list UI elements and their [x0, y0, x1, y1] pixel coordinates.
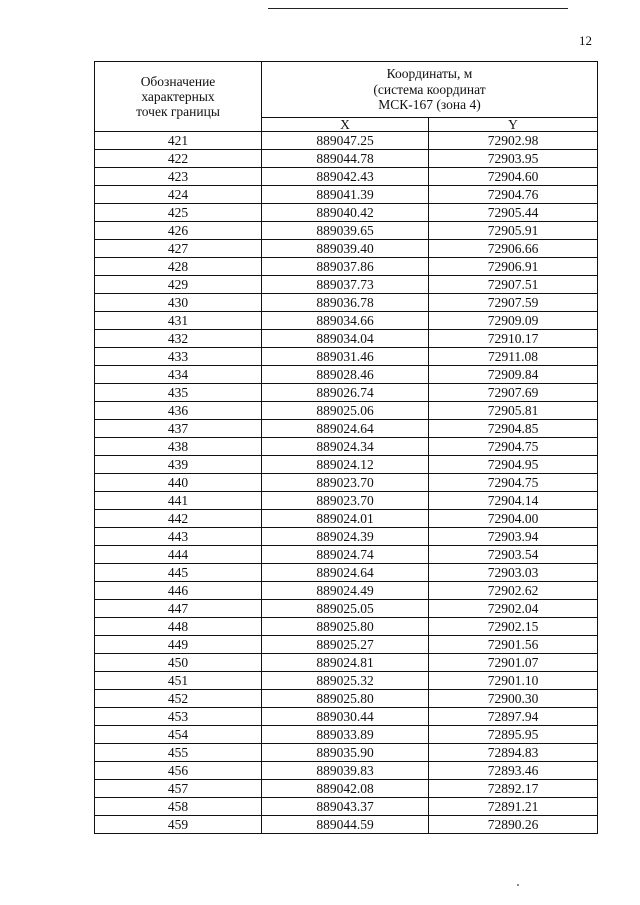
y-cell: 72900.30	[429, 690, 598, 708]
y-cell: 72890.26	[429, 816, 598, 834]
table-body	[95, 132, 598, 834]
point-id-cell: 421	[95, 132, 262, 150]
table-row	[95, 186, 598, 204]
table-row	[95, 708, 598, 726]
y-cell: 72904.75	[429, 474, 598, 492]
table-row	[95, 366, 598, 384]
x-cell: 889044.78	[262, 150, 429, 168]
point-id-cell: 445	[95, 564, 262, 582]
point-id-cell: 441	[95, 492, 262, 510]
point-id-cell: 449	[95, 636, 262, 654]
table-row	[95, 690, 598, 708]
x-cell: 889040.42	[262, 204, 429, 222]
y-cell: 72910.17	[429, 330, 598, 348]
header-point-name-text: Обозначение характерных точек границы	[136, 74, 220, 119]
x-cell: 889039.40	[262, 240, 429, 258]
point-id-cell: 424	[95, 186, 262, 204]
y-cell: 72904.60	[429, 168, 598, 186]
point-id-cell: 443	[95, 528, 262, 546]
speck-mark	[517, 884, 519, 886]
point-id-cell: 442	[95, 510, 262, 528]
x-cell: 889025.80	[262, 690, 429, 708]
x-cell: 889024.49	[262, 582, 429, 600]
point-id-cell: 436	[95, 402, 262, 420]
header-y: Y	[429, 118, 598, 132]
table-row	[95, 294, 598, 312]
x-cell: 889024.74	[262, 546, 429, 564]
coordinates-table	[94, 61, 598, 834]
table-row	[95, 204, 598, 222]
y-cell: 72901.56	[429, 636, 598, 654]
y-cell: 72902.15	[429, 618, 598, 636]
point-id-cell: 427	[95, 240, 262, 258]
table-row	[95, 528, 598, 546]
table-row	[95, 222, 598, 240]
table-row	[95, 618, 598, 636]
y-cell: 72904.95	[429, 456, 598, 474]
y-cell: 72905.44	[429, 204, 598, 222]
x-cell: 889037.73	[262, 276, 429, 294]
x-cell: 889024.34	[262, 438, 429, 456]
y-cell: 72904.85	[429, 420, 598, 438]
point-id-cell: 451	[95, 672, 262, 690]
table-row	[95, 420, 598, 438]
y-cell: 72903.03	[429, 564, 598, 582]
point-id-cell: 439	[95, 456, 262, 474]
table-row	[95, 402, 598, 420]
table-row	[95, 330, 598, 348]
x-cell: 889024.64	[262, 564, 429, 582]
y-cell: 72901.10	[429, 672, 598, 690]
point-id-cell: 433	[95, 348, 262, 366]
table-row	[95, 276, 598, 294]
point-id-cell: 437	[95, 420, 262, 438]
point-id-cell: 456	[95, 762, 262, 780]
table-row	[95, 384, 598, 402]
x-cell: 889041.39	[262, 186, 429, 204]
y-cell: 72909.84	[429, 366, 598, 384]
point-id-cell: 430	[95, 294, 262, 312]
point-id-cell: 446	[95, 582, 262, 600]
y-cell: 72903.95	[429, 150, 598, 168]
x-cell: 889025.05	[262, 600, 429, 618]
x-cell: 889030.44	[262, 708, 429, 726]
x-cell: 889033.89	[262, 726, 429, 744]
y-cell: 72903.94	[429, 528, 598, 546]
x-cell: 889024.64	[262, 420, 429, 438]
top-rule	[268, 8, 568, 9]
x-cell: 889043.37	[262, 798, 429, 816]
table-row	[95, 456, 598, 474]
table-row	[95, 258, 598, 276]
x-cell: 889036.78	[262, 294, 429, 312]
y-cell: 72902.98	[429, 132, 598, 150]
y-cell: 72897.94	[429, 708, 598, 726]
point-id-cell: 423	[95, 168, 262, 186]
x-cell: 889037.86	[262, 258, 429, 276]
table-row	[95, 546, 598, 564]
table-row	[95, 600, 598, 618]
table-row	[95, 240, 598, 258]
table-row	[95, 510, 598, 528]
y-cell: 72902.62	[429, 582, 598, 600]
point-id-cell: 453	[95, 708, 262, 726]
point-id-cell: 429	[95, 276, 262, 294]
x-cell: 889035.90	[262, 744, 429, 762]
point-id-cell: 435	[95, 384, 262, 402]
table-row	[95, 816, 598, 834]
point-id-cell: 458	[95, 798, 262, 816]
point-id-cell: 452	[95, 690, 262, 708]
x-cell: 889039.83	[262, 762, 429, 780]
y-cell: 72905.81	[429, 402, 598, 420]
y-cell: 72906.66	[429, 240, 598, 258]
x-cell: 889024.12	[262, 456, 429, 474]
y-cell: 72911.08	[429, 348, 598, 366]
x-cell: 889023.70	[262, 474, 429, 492]
x-cell: 889024.01	[262, 510, 429, 528]
x-cell: 889025.32	[262, 672, 429, 690]
x-cell: 889025.27	[262, 636, 429, 654]
header-coordinates	[262, 62, 598, 118]
point-id-cell: 440	[95, 474, 262, 492]
point-id-cell: 447	[95, 600, 262, 618]
table-row	[95, 492, 598, 510]
x-cell: 889034.66	[262, 312, 429, 330]
y-cell: 72901.07	[429, 654, 598, 672]
y-cell: 72891.21	[429, 798, 598, 816]
x-cell: 889044.59	[262, 816, 429, 834]
table-row	[95, 582, 598, 600]
x-cell: 889047.25	[262, 132, 429, 150]
y-cell: 72903.54	[429, 546, 598, 564]
point-id-cell: 438	[95, 438, 262, 456]
y-cell: 72904.76	[429, 186, 598, 204]
x-cell: 889026.74	[262, 384, 429, 402]
table-row	[95, 438, 598, 456]
point-id-cell: 444	[95, 546, 262, 564]
table-row	[95, 636, 598, 654]
x-cell: 889025.80	[262, 618, 429, 636]
y-cell: 72894.83	[429, 744, 598, 762]
table-row	[95, 672, 598, 690]
table-row	[95, 798, 598, 816]
point-id-cell: 457	[95, 780, 262, 798]
y-cell: 72906.91	[429, 258, 598, 276]
table-row	[95, 654, 598, 672]
point-id-cell: 448	[95, 618, 262, 636]
y-cell: 72904.14	[429, 492, 598, 510]
header-x: X	[262, 118, 429, 132]
table-row	[95, 762, 598, 780]
point-id-cell: 425	[95, 204, 262, 222]
point-id-cell: 434	[95, 366, 262, 384]
header-coordinates-text: Координаты, м (система координат МСК-167 (зона 4)	[373, 66, 486, 113]
y-cell: 72907.51	[429, 276, 598, 294]
x-cell: 889042.43	[262, 168, 429, 186]
point-id-cell: 454	[95, 726, 262, 744]
table-row	[95, 168, 598, 186]
x-cell: 889024.81	[262, 654, 429, 672]
x-cell: 889023.70	[262, 492, 429, 510]
x-cell: 889039.65	[262, 222, 429, 240]
y-cell: 72904.75	[429, 438, 598, 456]
x-cell: 889034.04	[262, 330, 429, 348]
point-id-cell: 426	[95, 222, 262, 240]
table-row	[95, 150, 598, 168]
y-cell: 72895.95	[429, 726, 598, 744]
table-row	[95, 564, 598, 582]
table-row	[95, 348, 598, 366]
point-id-cell: 455	[95, 744, 262, 762]
header-point-name	[95, 62, 262, 132]
y-cell: 72904.00	[429, 510, 598, 528]
y-cell: 72907.69	[429, 384, 598, 402]
x-cell: 889042.08	[262, 780, 429, 798]
y-cell: 72907.59	[429, 294, 598, 312]
y-cell: 72902.04	[429, 600, 598, 618]
point-id-cell: 432	[95, 330, 262, 348]
page-number: 12	[579, 33, 592, 48]
point-id-cell: 422	[95, 150, 262, 168]
x-cell: 889025.06	[262, 402, 429, 420]
y-cell: 72909.09	[429, 312, 598, 330]
x-cell: 889024.39	[262, 528, 429, 546]
table-row	[95, 474, 598, 492]
y-cell: 72905.91	[429, 222, 598, 240]
table-row	[95, 780, 598, 798]
point-id-cell: 459	[95, 816, 262, 834]
point-id-cell: 428	[95, 258, 262, 276]
table-row	[95, 132, 598, 150]
table-row	[95, 744, 598, 762]
x-cell: 889028.46	[262, 366, 429, 384]
point-id-cell: 450	[95, 654, 262, 672]
x-cell: 889031.46	[262, 348, 429, 366]
table-row	[95, 312, 598, 330]
y-cell: 72892.17	[429, 780, 598, 798]
table-row	[95, 726, 598, 744]
point-id-cell: 431	[95, 312, 262, 330]
y-cell: 72893.46	[429, 762, 598, 780]
